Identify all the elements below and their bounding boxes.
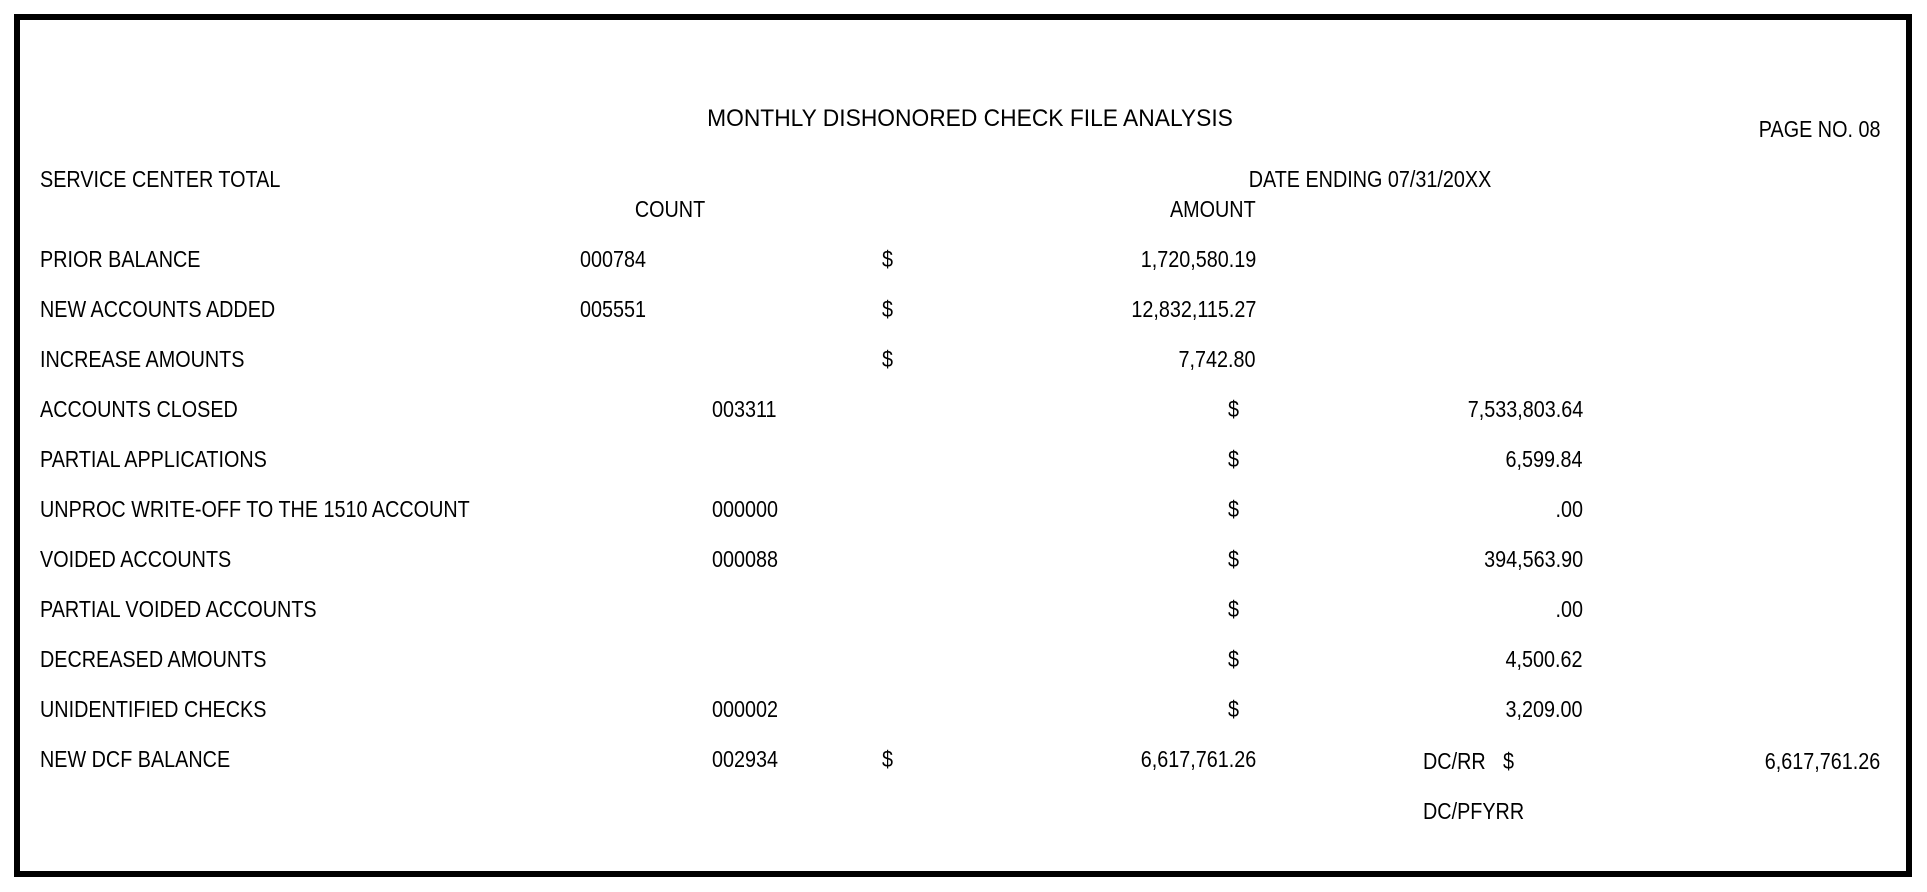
- row-amount-2: 4,500.62: [1506, 646, 1583, 672]
- row-dollar: $: [882, 746, 894, 772]
- row-dollar-2: $: [1228, 496, 1240, 522]
- row-label: ACCOUNTS CLOSED: [40, 396, 238, 422]
- row-amount: 1,720,580.19: [1140, 246, 1256, 272]
- dcrr-amount: 6,617,761.26: [1764, 748, 1880, 774]
- row-count-b: 003311: [712, 396, 777, 422]
- row-amount-2: .00: [1555, 596, 1583, 622]
- row-label: NEW DCF BALANCE: [40, 746, 231, 772]
- row-dollar: $: [882, 246, 894, 272]
- row-label: DECREASED AMOUNTS: [40, 646, 267, 672]
- count-header: COUNT: [634, 196, 706, 222]
- row-dollar: $: [882, 296, 894, 322]
- row-count-b: 000088: [712, 546, 779, 572]
- row-dollar-2: $: [1228, 596, 1240, 622]
- row-amount-2: .00: [1555, 496, 1583, 522]
- row-count-b: 002934: [712, 746, 779, 772]
- row-amount: 6,617,761.26: [1140, 746, 1256, 772]
- row-label: UNPROC WRITE-OFF TO THE 1510 ACCOUNT: [40, 496, 470, 522]
- row-dollar-2: $: [1228, 446, 1240, 472]
- report-frame: [14, 14, 1912, 877]
- row-count-a: 005551: [580, 296, 647, 322]
- row-amount: 7,742.80: [1179, 346, 1256, 372]
- row-label: NEW ACCOUNTS ADDED: [40, 296, 276, 322]
- row-dollar: $: [882, 346, 894, 372]
- row-amount: 12,832,115.27: [1130, 296, 1256, 322]
- amount-header: AMOUNT: [1170, 196, 1256, 222]
- row-count-a: 000784: [580, 246, 647, 272]
- row-label: VOIDED ACCOUNTS: [40, 546, 232, 572]
- page-number: PAGE NO. 08: [1758, 116, 1880, 142]
- dcpfyrr-label: DC/PFYRR: [1423, 798, 1525, 824]
- row-label: INCREASE AMOUNTS: [40, 346, 245, 372]
- date-ending: DATE ENDING 07/31/20XX: [1248, 166, 1492, 192]
- dcrr-label: DC/RR: [1423, 748, 1486, 774]
- row-label: PARTIAL VOIDED ACCOUNTS: [40, 596, 317, 622]
- row-dollar-2: $: [1228, 646, 1240, 672]
- row-dollar-2: $: [1228, 396, 1240, 422]
- row-amount-2: 6,599.84: [1506, 446, 1583, 472]
- row-amount-2: 3,209.00: [1506, 696, 1583, 722]
- row-amount-2: 394,563.90: [1483, 546, 1583, 572]
- row-label: PRIOR BALANCE: [40, 246, 201, 272]
- row-label: UNIDENTIFIED CHECKS: [40, 696, 267, 722]
- dcrr-dollar: $: [1503, 748, 1515, 774]
- row-dollar-2: $: [1228, 546, 1240, 572]
- report-scope: SERVICE CENTER TOTAL: [40, 166, 281, 192]
- row-label: PARTIAL APPLICATIONS: [40, 446, 267, 472]
- row-count-b: 000002: [712, 696, 779, 722]
- row-dollar-2: $: [1228, 696, 1240, 722]
- report-title: MONTHLY DISHONORED CHECK FILE ANALYSIS: [707, 105, 1233, 132]
- row-count-b: 000000: [712, 496, 779, 522]
- row-amount-2: 7,533,803.64: [1467, 396, 1583, 422]
